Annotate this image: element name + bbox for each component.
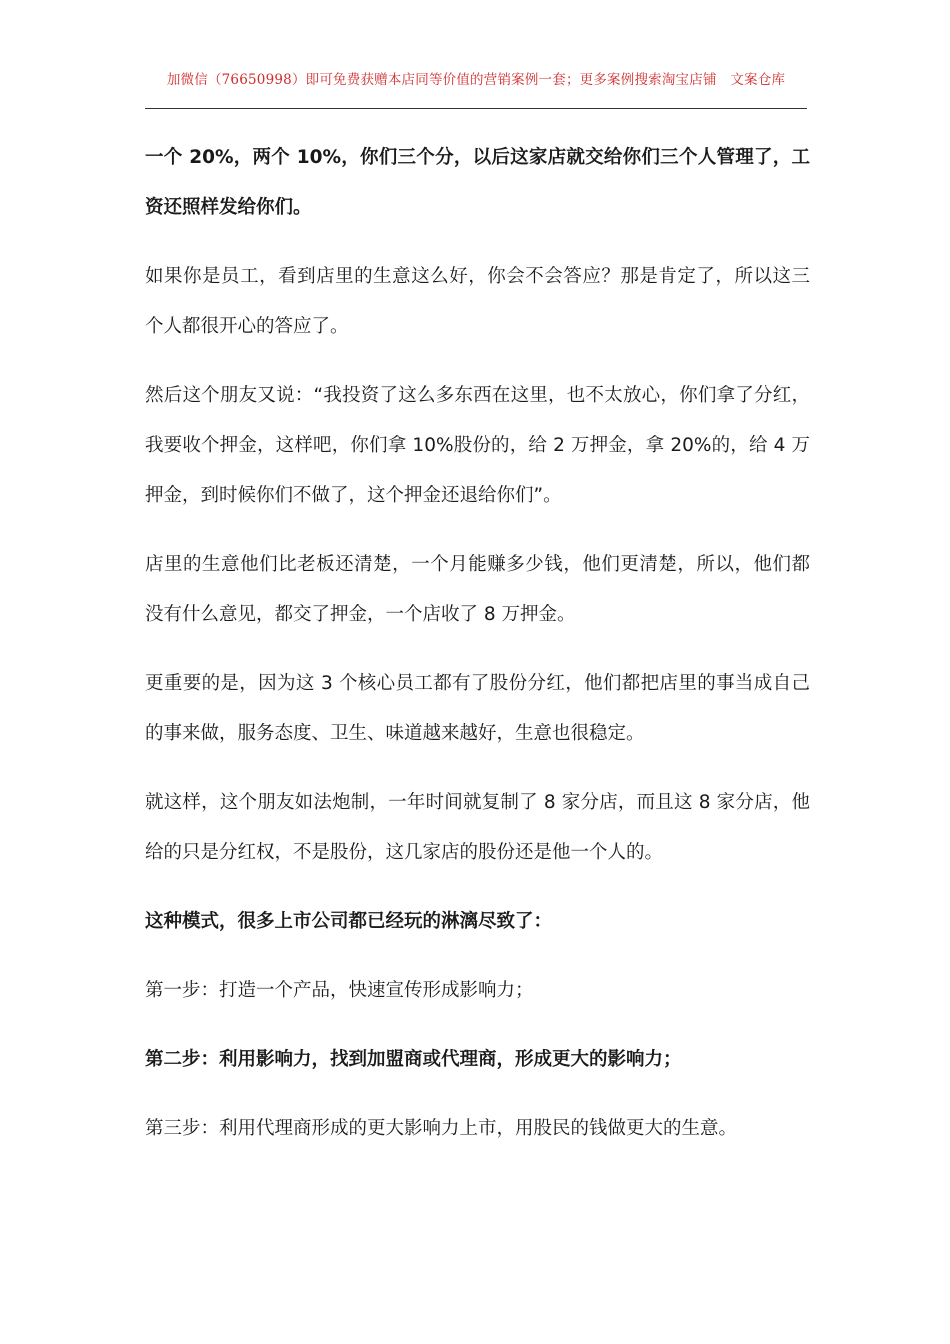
- step-two: 第二步：利用影响力，找到加盟商或代理商，形成更大的影响力；: [145, 1049, 682, 1070]
- paragraph: 就这样，这个朋友如法炮制，一年时间就复制了 8 家分店，而且这 8 家分店，他给的只是分红权，不是股份，这几家店的股份还是他一个人的。: [145, 792, 810, 863]
- paragraph: 一个 20%，两个 10%，你们三个分，以后这家店就交给你们三个人管理了，工资还照样发给你们。: [145, 147, 810, 218]
- step-one: 第一步：打造一个产品，快速宣传形成影响力；: [145, 980, 534, 1001]
- paragraph: 更重要的是，因为这 3 个核心员工都有了股份分红，他们都把店里的事当成自己的事来做，服务态度、卫生、味道越来越好，生意也很稳定。: [145, 673, 810, 744]
- document-body: [145, 133, 810, 1173]
- paragraph-heading: 这种模式，很多上市公司都已经玩的淋漓尽致了：: [145, 911, 553, 932]
- paragraph: 店里的生意他们比老板还清楚，一个月能赚多少钱，他们更清楚，所以，他们都没有什么意见，都交了押金，一个店收了 8 万押金。: [145, 554, 810, 625]
- step-three: 第三步：利用代理商形成的更大影响力上市，用股民的钱做更大的生意。: [145, 1118, 738, 1139]
- paragraph: 然后这个朋友又说：“我投资了这么多东西在这里，也不太放心，你们拿了分红，我要收个押金，这样吧，你们拿 10%股份的，给 2 万押金，拿 20%的，给 4 万押金，到时候你们不做了，这个押金还退给你们”。: [145, 385, 810, 506]
- paragraph: 如果你是员工，看到店里的生意这么好，你会不会答应？那是肯定了，所以这三个人都很开心的答应了。: [145, 266, 810, 337]
- header-divider: [145, 108, 807, 109]
- page-header: 加微信（76650998）即可免费获赠本店同等价值的营销案例一套；更多案例搜索淘宝店铺 文案仓库: [166, 72, 786, 88]
